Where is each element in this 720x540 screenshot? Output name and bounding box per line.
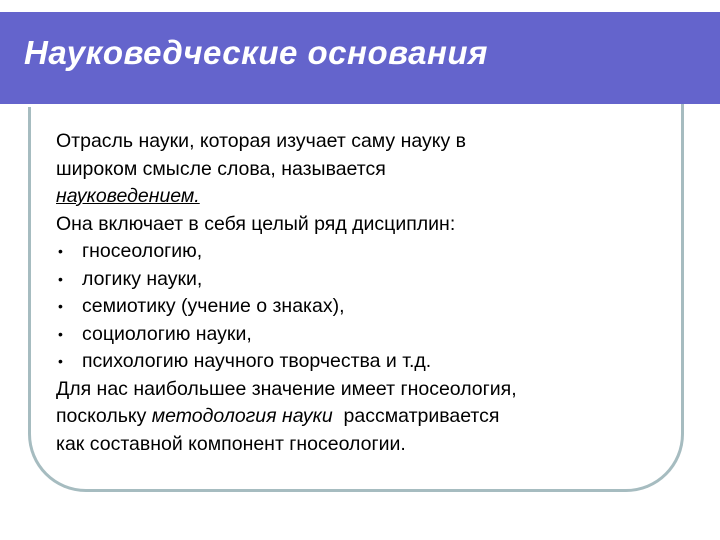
conclusion-line-3: как составной компонент гносеологии.: [56, 432, 406, 455]
list-item: [56, 348, 656, 376]
list-item-text: логику науки,: [82, 267, 203, 290]
bullet-icon: •: [58, 353, 63, 369]
conclusion-line-1: Для нас наибольшее значение имеет гносеология,: [56, 377, 517, 400]
list-item: [56, 238, 656, 266]
list-item-text: психологию научного творчества и т.д.: [82, 350, 432, 372]
list-item: [56, 293, 656, 321]
conclusion-line-2-pre: поскольку: [56, 405, 152, 427]
bullet-icon: •: [58, 270, 63, 287]
definition-line-2: широком смысле слова, называется: [56, 157, 386, 180]
slide-body: [56, 128, 656, 458]
conclusion-line-2: [56, 403, 656, 431]
bullet-icon: •: [58, 298, 63, 314]
bullet-icon: •: [58, 325, 63, 342]
list-item-text: социологию науки,: [82, 322, 252, 345]
title-underline: [0, 104, 636, 107]
paragraph-conclusion: [56, 376, 656, 459]
paragraph-definition: [56, 128, 656, 211]
definition-term: науковедением.: [56, 185, 200, 207]
definition-line-1: Отрасль науки, которая изучает саму науку в: [56, 130, 467, 152]
conclusion-line-2-post: рассматривается: [332, 405, 500, 427]
bullet-icon: •: [58, 243, 63, 259]
slide-title: Науковедческие основания: [24, 34, 488, 71]
methodology-term: методология науки: [151, 405, 333, 427]
list-item: [56, 321, 656, 349]
list-item-text: гносеологию,: [82, 240, 203, 262]
list-item: [56, 266, 656, 294]
paragraph-disciplines-intro: Она включает в себя целый ряд дисциплин:: [56, 212, 456, 235]
list-item-text: семиотику (учение о знаках),: [82, 295, 345, 317]
